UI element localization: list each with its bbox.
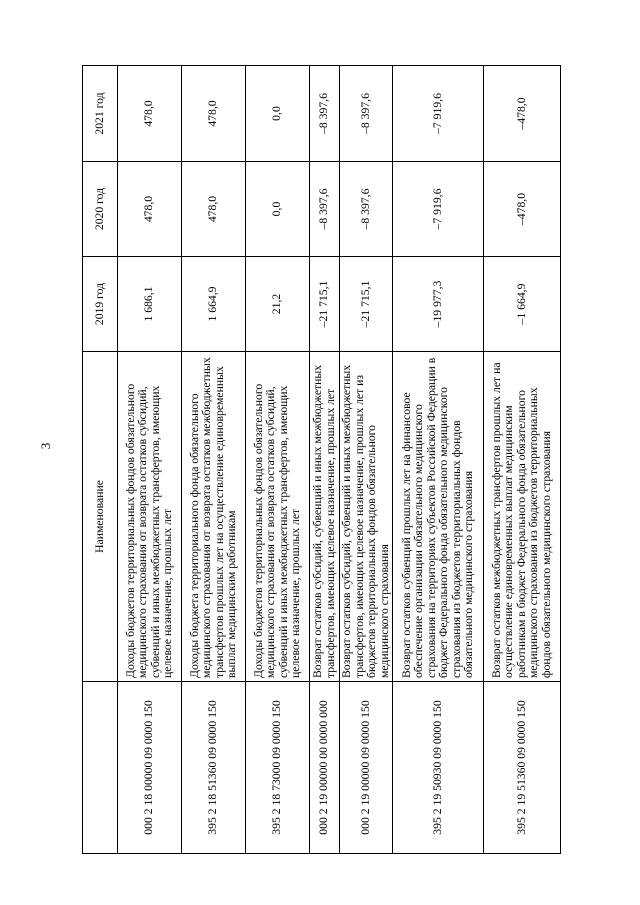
row-name: Доходы бюджетов территориальных фондов обязательного медицинского страхования от возврата остатков субсидий, субвенций и иных межбюджетных трансфертов, имеющих целевое назначение, прошлых лет — [118, 352, 182, 682]
row-value-2019: –19 977,3 — [393, 257, 484, 352]
row-value-2020: –8 397,6 — [310, 162, 340, 257]
row-value-2020: –7 919,6 — [393, 162, 484, 257]
row-value-2020: –478,0 — [484, 162, 561, 257]
page-number: 3 — [38, 442, 53, 450]
rotated-table-container — [82, 66, 554, 854]
row-value-2019: 21,2 — [246, 257, 310, 352]
row-value-2021: –478,0 — [484, 66, 561, 162]
row-value-2021: –8 397,6 — [310, 66, 340, 162]
row-value-2021: 478,0 — [182, 66, 246, 162]
row-value-2019: –21 715,1 — [340, 257, 393, 352]
row-value-2019: –1 664,9 — [484, 257, 561, 352]
row-value-2021: 0,0 — [246, 66, 310, 162]
row-name: Возврат остатков субсидий, субвенций и иных межбюджетных трансфертов, имеющих целевое назначение, прошлых лет — [310, 352, 340, 682]
row-name: Возврат остатков межбюджетных трансфертов прошлых лет на осуществление единовременных выплат медицинским работникам в бюджет Федерального фонда обязательного медицинского страхования из бюджетов территориальных фондов обязательного медицинского страхования — [484, 352, 561, 682]
header-name: Наименование — [83, 352, 118, 682]
row-value-2019: 1 686,1 — [118, 257, 182, 352]
row-value-2021: –7 919,6 — [393, 66, 484, 162]
row-value-2021: 478,0 — [118, 66, 182, 162]
row-name: Возврат остатков субвенций прошлых лет на финансовое обеспечение организации обязательного медицинского страхования на территориях субъектов Российской Федерации в бюджет Федерального фонда обязательного медицинского страхования из бюджетов территориальных фондов обязательного медицинского страхования — [393, 352, 484, 682]
table-row — [340, 66, 393, 854]
row-value-2020: 478,0 — [118, 162, 182, 257]
header-2021: 2021 год — [83, 66, 118, 162]
table-row — [182, 66, 246, 854]
header-row — [83, 66, 118, 854]
row-code: 000 2 18 00000 09 0000 150 — [118, 682, 182, 854]
budget-table — [82, 65, 561, 854]
table-row — [310, 66, 340, 854]
row-value-2020: –8 397,6 — [340, 162, 393, 257]
header-2019: 2019 год — [83, 257, 118, 352]
header-code — [83, 682, 118, 854]
row-code: 000 2 19 00000 00 0000 000 — [310, 682, 340, 854]
row-name: Возврат остатков субсидий, субвенций и иных межбюджетных трансфертов, имеющих целевое назначение, прошлых лет из бюджетов территориальных фондов обязательного медицинского страхования — [340, 352, 393, 682]
row-value-2021: –8 397,6 — [340, 66, 393, 162]
table-row — [393, 66, 484, 854]
row-value-2020: 0,0 — [246, 162, 310, 257]
row-code: 395 2 18 51360 09 0000 150 — [182, 682, 246, 854]
row-value-2019: –21 715,1 — [310, 257, 340, 352]
row-code: 000 2 19 00000 09 0000 150 — [340, 682, 393, 854]
row-name: Доходы бюджета территориального фонда обязательного медицинского страхования от возврата остатков межбюджетных трансфертов прошлых лет на осуществление единовременных выплат медицинским работникам — [182, 352, 246, 682]
row-code: 395 2 19 50930 09 0000 150 — [393, 682, 484, 854]
row-value-2019: 1 664,9 — [182, 257, 246, 352]
row-code: 395 2 19 51360 09 0000 150 — [484, 682, 561, 854]
header-2020: 2020 год — [83, 162, 118, 257]
table-row — [246, 66, 310, 854]
table-row — [118, 66, 182, 854]
row-name: Доходы бюджетов территориальных фондов обязательного медицинского страхования от возврата остатков субсидий, субвенций и иных межбюджетных трансфертов, имеющих целевое назначение, прошлых лет — [246, 352, 310, 682]
table-row — [484, 66, 561, 854]
row-value-2020: 478,0 — [182, 162, 246, 257]
row-code: 395 2 18 73000 09 0000 150 — [246, 682, 310, 854]
